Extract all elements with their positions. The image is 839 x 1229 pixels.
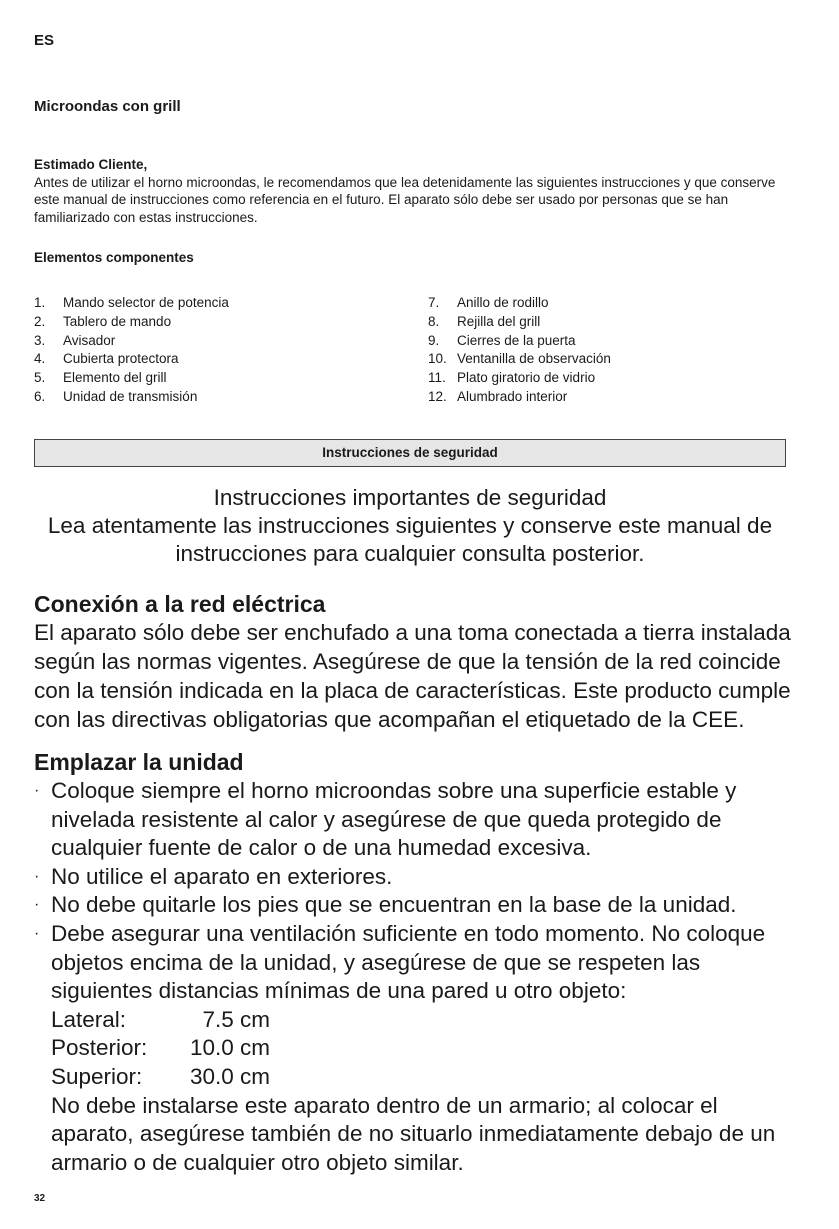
section-body-power: El aparato sólo debe ser enchufado a una toma conectada a tierra instalada según las normas vigentes. Asegúrese de que la tensión de la red coincide con la tensión indicada en la placa de características. Este producto cumple con las directivas obligatorias que acompañan el etiquetado de la CEE. [34,620,791,732]
list-item [34,350,229,369]
list-item [428,332,611,351]
list-item [428,350,611,369]
item-number: 2. [34,313,46,329]
item-number: 1. [34,295,46,310]
distance-value: 7.5 cm [202,1006,270,1032]
list-item [428,313,611,332]
list-item [428,388,611,407]
item-label: Avisador [63,332,116,348]
notice-line: instrucciones para cualquier consulta posterior. [175,541,645,566]
item-number: 11. [428,370,446,386]
bullet-item [34,777,794,863]
components-heading: Elementos componentes [34,250,194,265]
item-label: Ventanilla de observación [457,351,611,367]
list-item [34,369,229,388]
item-number: 3. [34,332,46,348]
item-number: 12. [428,388,447,404]
list-item [34,332,229,351]
item-label: Anillo de rodillo [457,295,549,310]
notice-line: Lea atentamente las instrucciones siguientes y conserve este manual de [47,513,773,538]
components-list-left [34,294,229,407]
bullet-item [34,920,794,1177]
item-number: 6. [34,388,46,404]
item-label: Elemento del grill [63,370,167,386]
language-code: ES [34,32,55,49]
bullet-icon: · [34,782,40,799]
intro-block [34,156,794,226]
distance-row [51,1034,794,1063]
item-number: 4. [34,351,46,367]
list-item [34,294,229,313]
distance-row [51,1006,794,1035]
item-number: 5. [34,370,46,386]
item-label: Cubierta protectora [63,351,179,367]
distance-label: Lateral: [51,1006,127,1032]
bullet-text: Debe asegurar una ventilación suficiente en todo momento. No coloque objetos encima de la unidad, y asegúrese de que se respeten las siguientes distancias mínimas de una pared u otro objeto: [51,920,766,1004]
bullet-text: No utilice el aparato en exteriores. [51,863,393,889]
item-label: Tablero de mando [63,313,172,329]
bullet-item [34,863,794,892]
distance-value: 30.0 cm [189,1063,270,1089]
bullet-icon: · [34,924,40,942]
closing-text: No debe instalarse este aparato dentro de un armario; al colocar el aparato, asegúrese también de no situarlo inmediatamente debajo de un armario o de cualquier otro objeto similar. [51,1092,776,1175]
item-label: Cierres de la puerta [457,332,576,348]
item-number: 9. [428,332,440,348]
distance-value: 10.0 cm [189,1035,270,1061]
bullet-text: No debe quitarle los pies que se encuentran en la base de la unidad. [51,892,737,918]
bullet-item [34,891,794,920]
list-item [428,294,611,313]
safety-section-banner: Instrucciones de seguridad [34,439,786,467]
item-number: 8. [428,313,440,329]
list-item [34,313,229,332]
components-list-right [428,294,611,407]
important-safety-notice [34,484,786,568]
item-label: Plato giratorio de vidrio [457,370,596,386]
item-label: Rejilla del grill [457,313,541,329]
intro-greeting: Estimado Cliente, [34,157,148,172]
bullet-text: Coloque siempre el horno microondas sobre una superficie estable y nivelada resistente al calor y asegúrese de que queda protegido de cualquier fuente de calor o de una humedad excesiva. [51,778,737,861]
list-item [428,369,611,388]
item-label: Unidad de transmisión [63,388,198,404]
bullet-icon: · [34,896,40,914]
distance-label: Superior: [51,1063,143,1089]
placement-bullet-list [34,777,794,1177]
bullet-icon: · [34,867,40,885]
item-label: Alumbrado interior [457,388,568,404]
section-heading-placement: Emplazar la unidad [34,749,244,775]
distance-row [51,1063,794,1092]
intro-text: Antes de utilizar el horno microondas, le recomendamos que lea detenidamente las siguientes instrucciones y que conserve este manual de instrucciones como referencia en el futuro. El aparato sólo debe ser usado por personas que se han familiarizado con estas instrucciones. [34,174,776,225]
section-heading-power: Conexión a la red eléctrica [34,591,326,617]
item-label: Mando selector de potencia [63,295,229,310]
page-number: 32 [34,1193,46,1204]
list-item [34,388,229,407]
distance-label: Posterior: [51,1035,148,1061]
item-number: 10. [428,351,447,367]
notice-line: Instrucciones importantes de seguridad [213,485,607,510]
document-title: Microondas con grill [34,98,181,115]
item-number: 7. [428,295,440,310]
